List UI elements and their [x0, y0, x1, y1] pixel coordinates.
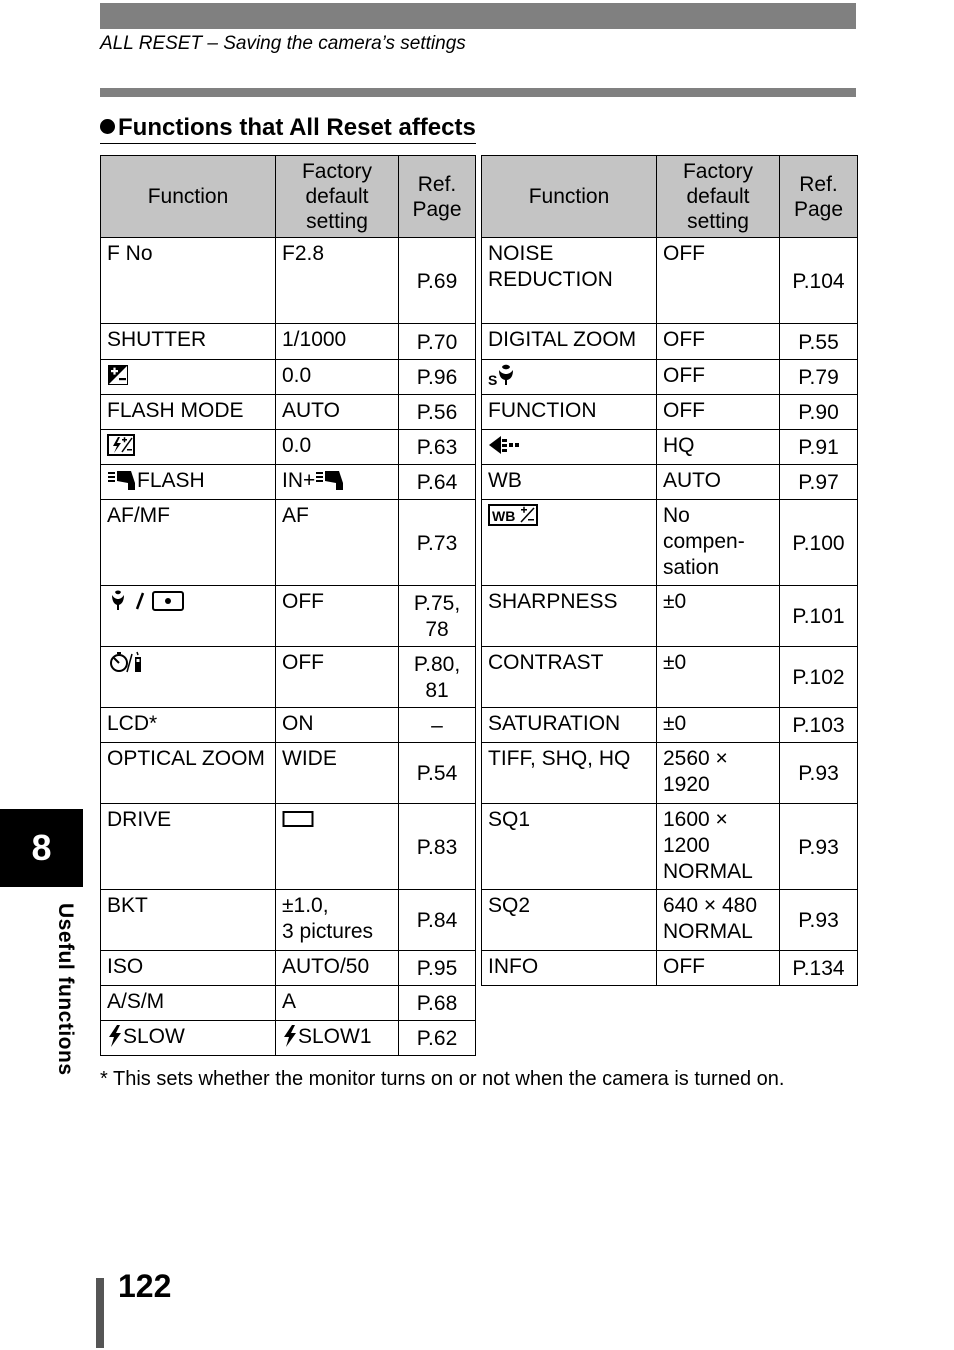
ref-page-value: P.80, 81	[413, 653, 461, 702]
factory-default-value: 1600 × 1200 NORMAL	[663, 807, 753, 883]
table-row	[101, 890, 476, 951]
factory-default-value: OFF	[663, 363, 705, 387]
section-heading	[100, 114, 476, 144]
function-name: SHARPNESS	[488, 589, 618, 613]
chapter-tab: 8	[0, 809, 83, 887]
ref-page-value: P.134	[792, 956, 845, 980]
factory-default-value: ±0	[663, 650, 687, 674]
ref-page-value: –	[431, 713, 443, 737]
ref-page-cell	[399, 360, 476, 395]
factory-default-cell	[276, 951, 399, 986]
ref-page-value: P.102	[792, 665, 845, 689]
factory-default-cell	[276, 238, 399, 324]
factory-default-value: F2.8	[282, 241, 325, 265]
table-row	[482, 586, 858, 647]
ref-page-cell	[780, 465, 858, 500]
ref-page-value: P.75, 78	[413, 592, 461, 641]
ref-page-cell	[780, 708, 858, 743]
function-cell	[482, 430, 657, 465]
table-row	[101, 804, 476, 890]
ref-page-cell	[780, 647, 858, 708]
ref-page-value: P.95	[416, 956, 458, 980]
function-cell	[482, 951, 657, 986]
ref-page-cell	[780, 395, 858, 430]
factory-default-cell	[657, 586, 780, 647]
factory-default-value: 2560 × 1920	[663, 746, 728, 796]
factory-default-value: ±0	[663, 589, 687, 613]
factory-default-value: OFF	[282, 650, 324, 674]
factory-default-value: ON	[282, 711, 314, 735]
factory-default-value: OFF	[282, 589, 324, 613]
table-row	[482, 804, 858, 890]
function-cell	[482, 395, 657, 430]
function-name: CONTRAST	[488, 650, 604, 674]
ref-page-cell	[399, 500, 476, 586]
ref-page-cell	[780, 804, 858, 890]
column-header-ref-page: Ref. Page	[780, 156, 858, 238]
ref-page-cell	[780, 500, 858, 586]
ref-page-value: P.83	[416, 835, 458, 859]
ref-page-value: P.93	[798, 908, 839, 932]
function-name: FLASH MODE	[107, 398, 244, 422]
factory-default-cell	[276, 804, 399, 890]
factory-default-cell	[276, 647, 399, 708]
ref-page-cell	[780, 324, 858, 360]
table-row	[101, 238, 476, 324]
table-row	[101, 324, 476, 360]
factory-default-cell	[657, 804, 780, 890]
function-cell	[482, 500, 657, 586]
function-name: F No	[107, 241, 153, 265]
function-name: AF/MF	[107, 503, 170, 527]
factory-default-cell	[657, 238, 780, 324]
factory-default-cell	[276, 586, 399, 647]
table-row	[482, 324, 858, 360]
header-bar	[100, 3, 856, 29]
ref-page-value: P.96	[416, 365, 458, 389]
function-cell	[101, 238, 276, 324]
flash-bolt-icon	[107, 1024, 123, 1048]
ref-page-cell	[399, 238, 476, 324]
left-settings-table	[100, 155, 476, 1056]
function-cell	[101, 500, 276, 586]
function-cell	[482, 804, 657, 890]
factory-default-value: OFF	[663, 398, 705, 422]
table-row	[482, 951, 858, 986]
function-cell	[101, 430, 276, 465]
column-header-ref-page: Ref. Page	[399, 156, 476, 238]
factory-default-value: ±1.0, 3 pictures	[282, 893, 374, 943]
factory-default-cell	[657, 647, 780, 708]
function-cell	[101, 804, 276, 890]
ref-page-value: P.69	[416, 269, 458, 293]
factory-default-cell	[276, 430, 399, 465]
table-row	[101, 586, 476, 647]
function-name: ISO	[107, 954, 144, 978]
function-cell	[101, 324, 276, 360]
function-name: TIFF, SHQ, HQ	[488, 746, 631, 770]
ref-page-cell	[399, 430, 476, 465]
ref-page-value: P.73	[416, 531, 458, 555]
ref-page-cell	[399, 395, 476, 430]
table-row	[101, 500, 476, 586]
factory-default-cell	[276, 465, 399, 500]
exposure-compensation-icon	[107, 364, 129, 386]
function-cell	[482, 586, 657, 647]
svg-text:WB: WB	[492, 508, 516, 525]
ref-page-cell	[780, 238, 858, 324]
factory-default-value: AUTO	[663, 468, 721, 492]
ref-page-cell	[780, 890, 858, 951]
svg-text:S: S	[488, 372, 498, 388]
ref-page-cell	[780, 586, 858, 647]
table-row	[482, 465, 858, 500]
function-cell	[482, 360, 657, 395]
table-row	[482, 743, 858, 804]
ref-page-value: P.101	[792, 604, 845, 628]
single-frame-icon	[282, 810, 314, 828]
factory-default-cell	[276, 395, 399, 430]
table-row	[482, 647, 858, 708]
ref-page-cell	[399, 804, 476, 890]
function-cell	[101, 465, 276, 500]
factory-default-value: SLOW1	[298, 1024, 372, 1048]
factory-default-cell	[657, 708, 780, 743]
running-head: ALL RESET – Saving the camera’s settings	[100, 33, 466, 54]
table-row	[101, 430, 476, 465]
chapter-label: Useful functions	[54, 903, 77, 1076]
flash-intensity-icon	[107, 434, 135, 456]
function-name: A/S/M	[107, 989, 165, 1013]
function-cell	[482, 743, 657, 804]
table-row	[482, 430, 858, 465]
factory-default-cell	[276, 360, 399, 395]
ref-page-cell	[399, 586, 476, 647]
external-flash-icon	[107, 469, 137, 491]
ref-page-cell	[399, 890, 476, 951]
factory-default-cell	[276, 708, 399, 743]
factory-default-cell	[657, 465, 780, 500]
function-name: SQ1	[488, 807, 531, 831]
ref-page-value: P.104	[792, 269, 845, 293]
factory-default-cell	[276, 324, 399, 360]
factory-default-cell	[657, 951, 780, 986]
table-row	[101, 465, 476, 500]
factory-default-cell	[657, 430, 780, 465]
function-name: OPTICAL ZOOM	[107, 746, 265, 770]
table-row	[482, 360, 858, 395]
factory-default-value: 0.0	[282, 433, 312, 457]
factory-default-cell	[657, 324, 780, 360]
table-row	[482, 500, 858, 586]
function-name: SLOW	[123, 1024, 185, 1048]
table-header-row	[101, 156, 476, 238]
section-title: Functions that All Reset affects	[118, 114, 476, 141]
function-cell	[101, 743, 276, 804]
ref-page-value: P.68	[416, 991, 458, 1015]
function-cell	[482, 647, 657, 708]
table-row	[101, 647, 476, 708]
function-cell	[101, 586, 276, 647]
table-row	[101, 360, 476, 395]
ref-page-cell	[399, 647, 476, 708]
factory-default-value: ±0	[663, 711, 687, 735]
table-row	[482, 238, 858, 324]
function-cell	[101, 986, 276, 1021]
self-timer-remote-icon	[107, 650, 145, 674]
function-cell	[101, 890, 276, 951]
column-header-factory-default: Factory default setting	[657, 156, 780, 238]
function-name: SHUTTER	[107, 327, 207, 351]
ref-page-value: P.56	[416, 400, 458, 424]
factory-default-cell	[276, 1021, 399, 1056]
factory-default-cell	[657, 395, 780, 430]
function-cell	[482, 890, 657, 951]
ref-page-value: P.54	[416, 761, 458, 785]
factory-default-value: OFF	[663, 327, 705, 351]
ref-page-value: P.84	[416, 908, 458, 932]
macro-spot-icon	[107, 589, 187, 613]
factory-default-value: AUTO/50	[282, 954, 370, 978]
footnote: * This sets whether the monitor turns on or not when the camera is turned on.	[100, 1068, 785, 1090]
right-settings-table	[481, 155, 858, 986]
factory-default-value: 1/1000	[282, 327, 347, 351]
factory-default-value: OFF	[663, 241, 705, 265]
factory-default-cell	[276, 743, 399, 804]
function-name: FUNCTION	[488, 398, 597, 422]
function-name: INFO	[488, 954, 539, 978]
function-cell	[482, 465, 657, 500]
table-row	[101, 708, 476, 743]
ref-page-cell	[399, 986, 476, 1021]
ref-page-value: P.62	[416, 1026, 458, 1050]
function-cell	[101, 708, 276, 743]
function-name: FLASH	[137, 468, 205, 492]
factory-default-cell	[276, 890, 399, 951]
ref-page-cell	[399, 951, 476, 986]
factory-default-cell	[657, 743, 780, 804]
ref-page-cell	[399, 708, 476, 743]
factory-default-value: 640 × 480 NORMAL	[663, 893, 758, 943]
table-row	[101, 395, 476, 430]
flash-bolt-icon	[282, 1024, 298, 1048]
function-cell	[482, 238, 657, 324]
factory-default-value: A	[282, 989, 297, 1013]
page-number: 122	[118, 1268, 172, 1304]
function-name: NOISE REDUCTION	[488, 241, 613, 291]
function-cell	[101, 647, 276, 708]
ref-page-cell	[780, 743, 858, 804]
ref-page-value: P.100	[792, 531, 845, 555]
wb-compensation-icon	[488, 504, 538, 526]
ref-page-cell	[780, 951, 858, 986]
function-name: DIGITAL ZOOM	[488, 327, 637, 351]
section-rule	[100, 88, 856, 97]
function-cell	[482, 708, 657, 743]
factory-default-value: No compen- sation	[663, 503, 745, 579]
function-name: SQ2	[488, 893, 531, 917]
function-name: SATURATION	[488, 711, 621, 735]
function-name: DRIVE	[107, 807, 172, 831]
function-cell	[482, 324, 657, 360]
factory-default-value: AUTO	[282, 398, 340, 422]
function-cell	[101, 360, 276, 395]
factory-default-cell	[657, 500, 780, 586]
ref-page-value: P.93	[798, 761, 839, 785]
table-row	[101, 743, 476, 804]
function-cell	[101, 951, 276, 986]
table-row	[101, 986, 476, 1021]
column-header-function: Function	[101, 156, 276, 238]
function-name: BKT	[107, 893, 148, 917]
ref-page-value: P.64	[416, 470, 458, 494]
function-cell	[101, 1021, 276, 1056]
ref-page-cell	[399, 1021, 476, 1056]
factory-default-value: IN+	[282, 468, 316, 492]
page-number-bar	[96, 1278, 104, 1348]
factory-default-value: AF	[282, 503, 309, 527]
table-row	[482, 708, 858, 743]
factory-default-value: 0.0	[282, 363, 312, 387]
ref-page-value: P.63	[416, 435, 458, 459]
factory-default-cell	[657, 360, 780, 395]
ref-page-value: P.70	[416, 330, 458, 354]
ref-page-value: P.103	[792, 713, 845, 737]
factory-default-value: HQ	[663, 433, 695, 457]
function-name: LCD*	[107, 711, 158, 735]
column-header-function: Function	[482, 156, 657, 238]
ref-page-cell	[399, 743, 476, 804]
factory-default-value: OFF	[663, 954, 705, 978]
function-name: WB	[488, 468, 522, 492]
table-row	[482, 890, 858, 951]
column-header-factory-default: Factory default setting	[276, 156, 399, 238]
factory-default-cell	[657, 890, 780, 951]
ref-page-cell	[399, 324, 476, 360]
table-header-row	[482, 156, 858, 238]
ref-page-value: P.90	[798, 400, 839, 424]
table-row	[101, 951, 476, 986]
super-macro-icon	[488, 363, 518, 387]
ref-page-value: P.91	[798, 435, 839, 459]
ref-page-value: P.79	[798, 365, 839, 389]
bullet-icon	[100, 119, 115, 134]
ref-page-value: P.93	[798, 835, 839, 859]
function-cell	[101, 395, 276, 430]
ref-page-value: P.55	[798, 330, 839, 354]
table-row	[101, 1021, 476, 1056]
external-flash-icon	[315, 469, 345, 491]
ref-page-value: P.97	[798, 470, 839, 494]
factory-default-cell	[276, 500, 399, 586]
ref-page-cell	[780, 430, 858, 465]
ref-page-cell	[780, 360, 858, 395]
ref-page-cell	[399, 465, 476, 500]
table-row	[482, 395, 858, 430]
factory-default-cell	[276, 986, 399, 1021]
record-mode-icon	[488, 434, 522, 456]
factory-default-value: WIDE	[282, 746, 337, 770]
